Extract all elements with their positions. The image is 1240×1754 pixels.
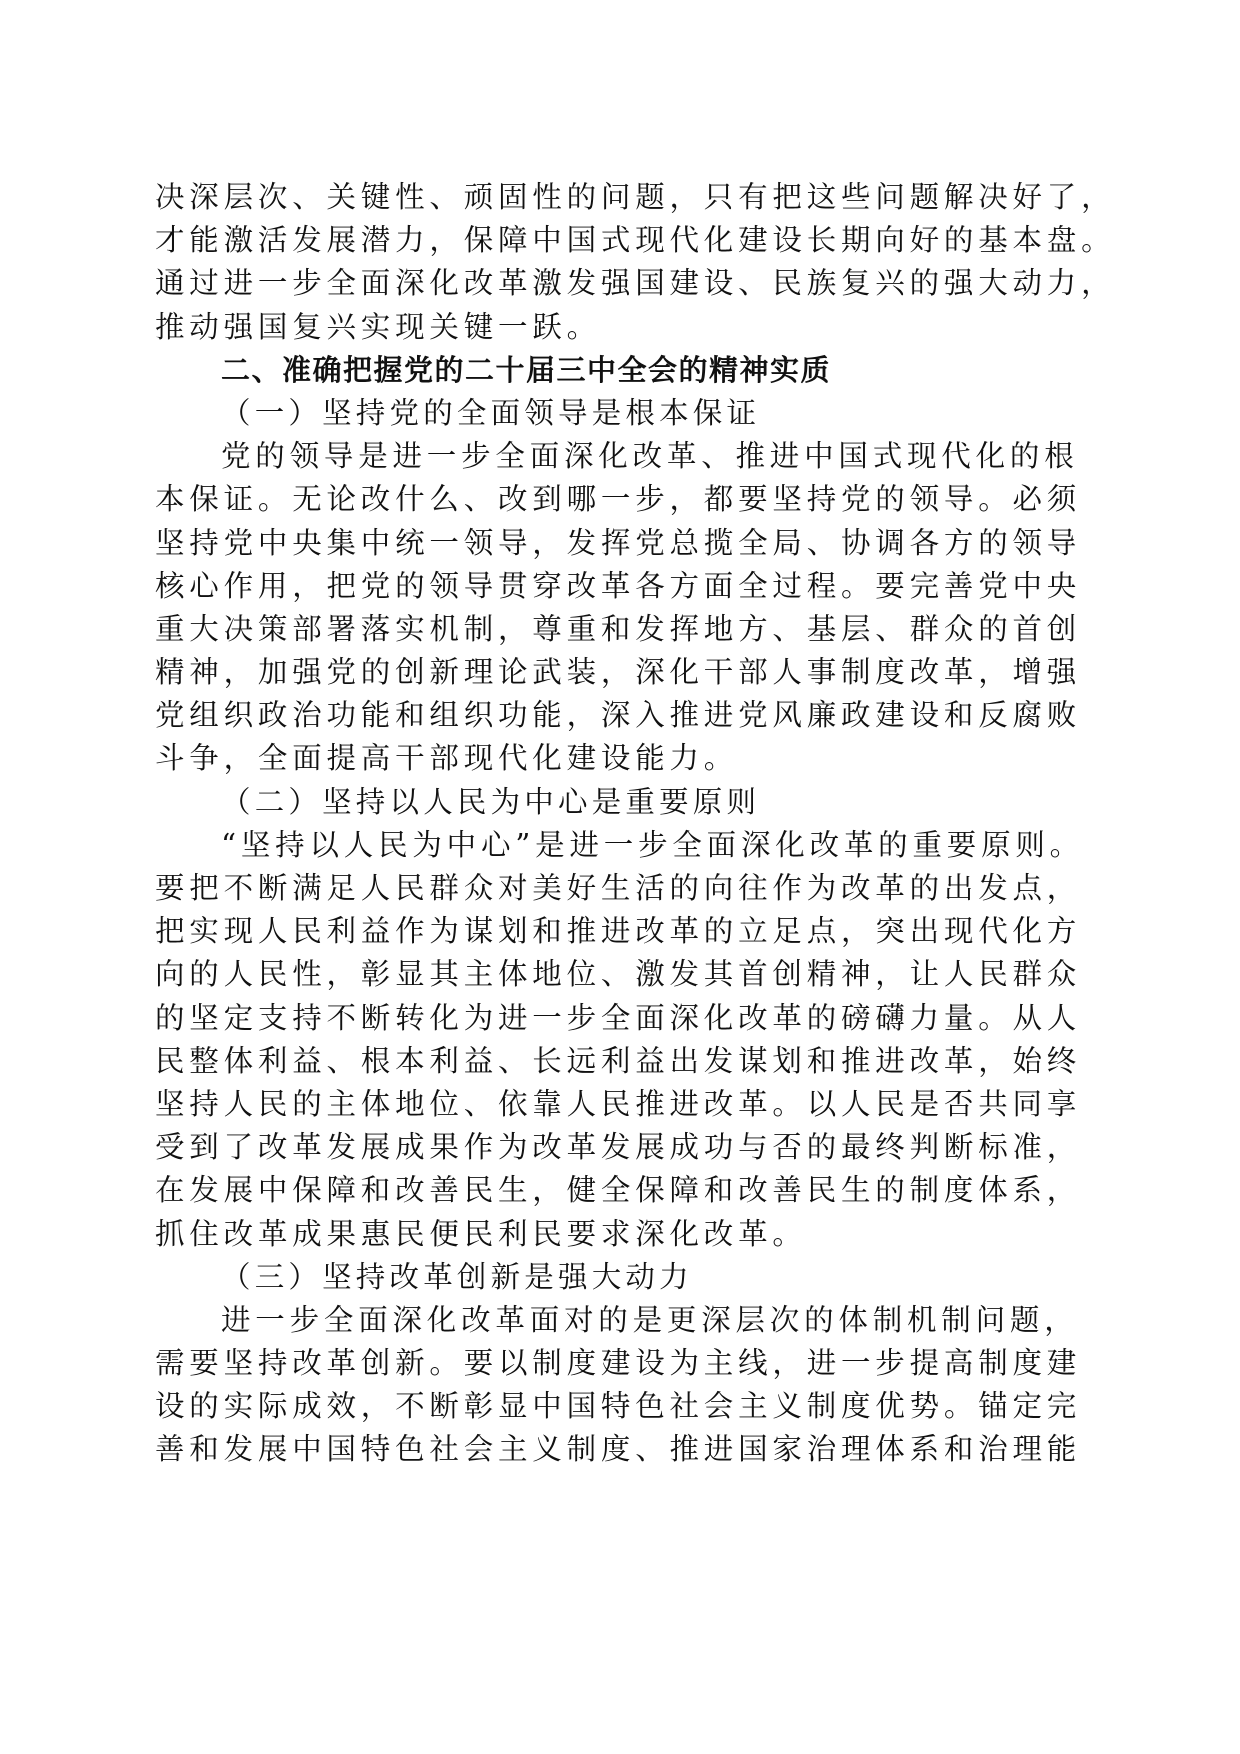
text-line: 把实现人民利益作为谋划和推进改革的立足点，突出现代化方 [155, 914, 1082, 949]
text-line: 才能激活发展潜力，保障中国式现代化建设长期向好的基本盘。 [155, 223, 1116, 258]
text-line: 坚持党中央集中统一领导，发挥党总揽全局、协调各方的领导 [155, 525, 1082, 560]
paragraph [155, 824, 1085, 1256]
text-line: 进一步全面深化改革面对的是更深层次的体制机制问题， [221, 1302, 1079, 1337]
paragraph [155, 435, 1085, 781]
document-body [155, 176, 1116, 1472]
text-line: 决深层次、关键性、顽固性的问题，只有把这些问题解决好了， [155, 180, 1116, 214]
text-line: 善和发展中国特色社会主义制度、推进国家治理体系和治理能 [155, 1432, 1082, 1467]
paragraph [155, 176, 1116, 349]
subsection-heading: （三）坚持改革创新是强大动力 [221, 1259, 693, 1294]
text-line: 设的实际成效，不断彰显中国特色社会主义制度优势。锚定完 [155, 1389, 1082, 1424]
subsection-heading: （一）坚持党的全面领导是根本保证 [221, 395, 761, 430]
text-line: 本保证。无论改什么、改到哪一步，都要坚持党的领导。必须 [155, 482, 1082, 517]
text-line: 受到了改革发展成果作为改革发展成功与否的最终判断标准， [155, 1130, 1082, 1165]
section-heading: 二、准确把握党的二十届三中全会的精神实质 [221, 352, 832, 387]
text-line: 党组织政治功能和组织功能，深入推进党风廉政建设和反腐败 [155, 698, 1082, 733]
paragraph [155, 1299, 1085, 1472]
text-line: 通过进一步全面深化改革激发强国建设、民族复兴的强大动力， [155, 266, 1116, 301]
text-line: 推动强国复兴实现关键一跃。 [155, 309, 601, 344]
text-line: 的坚定支持不断转化为进一步全面深化改革的磅礴力量。从人 [155, 1000, 1082, 1035]
text-line: 需要坚持改革创新。要以制度建设为主线，进一步提高制度建 [155, 1346, 1082, 1381]
text-line: 党的领导是进一步全面深化改革、推进中国式现代化的根 [221, 439, 1079, 474]
text-line: 精神，加强党的创新理论武装，深化干部人事制度改革，增强 [155, 655, 1082, 690]
text-line: 要把不断满足人民群众对美好生活的向往作为改革的出发点， [155, 871, 1082, 905]
subsection-heading: （二）坚持以人民为中心是重要原则 [221, 784, 761, 819]
text-line: 在发展中保障和改善民生，健全保障和改善民生的制度体系， [155, 1173, 1082, 1208]
text-line: 抓住改革成果惠民便民利民要求深化改革。 [155, 1216, 807, 1251]
text-line: 斗争，全面提高干部现代化建设能力。 [155, 741, 739, 776]
text-line: 重大决策部署落实机制，尊重和发挥地方、基层、群众的首创 [155, 611, 1082, 646]
text-line: 向的人民性，彰显其主体地位、激发其首创精神，让人民群众 [155, 957, 1082, 992]
text-line: 坚持人民的主体地位、依靠人民推进改革。以人民是否共同享 [155, 1086, 1082, 1121]
text-line: “坚持以人民为中心”是进一步全面深化改革的重要原则。 [221, 827, 1084, 862]
text-line: 民整体利益、根本利益、长远利益出发谋划和推进改革，始终 [155, 1043, 1082, 1078]
text-line: 核心作用，把党的领导贯穿改革各方面全过程。要完善党中央 [155, 568, 1082, 603]
